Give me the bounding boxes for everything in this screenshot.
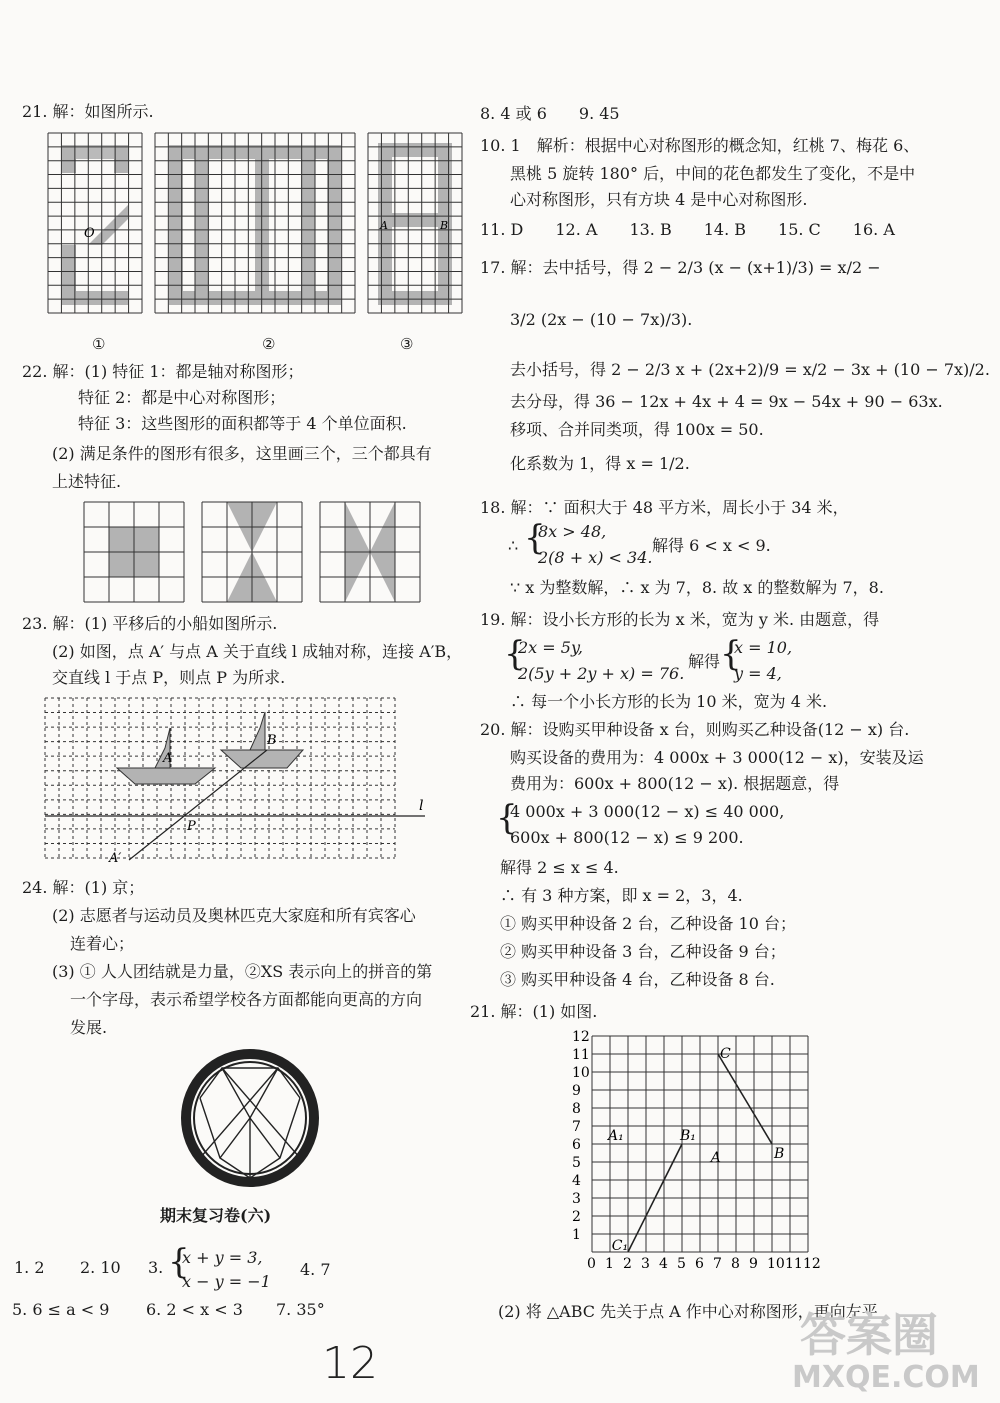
x-tick-label: 7 (713, 1256, 722, 1272)
q22-line4: (2) 满足条件的图形有很多，这里画三个，三个都具有 (52, 444, 432, 463)
r18-ineq2: 2(8 + x) < 34. (538, 548, 653, 567)
fig21-label-3: ③ (400, 335, 414, 353)
fig21-label-1: ① (92, 335, 106, 353)
exam-title: 期末复习卷(六) (160, 1206, 272, 1225)
watermark-url: MXQE.COM (792, 1360, 980, 1395)
r17-line2: 3/2 (2x − (10 − 7x)/3). (510, 310, 693, 329)
r10-line1: 10. 1 解析：根据中心对称图形的概念知，红桃 7、梅花 6、 (480, 136, 920, 155)
answer-1: 1. 2 (14, 1258, 45, 1277)
fig23-p-label: P (187, 819, 196, 834)
fig-b-label: B (774, 1146, 785, 1162)
r10-line2: 黑桃 5 旋转 180° 后，中间的花色都发生了变化，不是中 (510, 164, 916, 183)
fig23-l-label: l (419, 798, 424, 814)
r20-ineq1: 4 000x + 3 000(12 − x) ≤ 40 000, (510, 802, 785, 821)
y-tick-label: 12 (572, 1029, 590, 1045)
q22-line3: 特征 3：这些图形的面积都等于 4 个单位面积. (78, 414, 407, 433)
answer-6: 6. 2 < x < 3 (146, 1300, 243, 1319)
y-tick-label: 10 (572, 1065, 590, 1081)
r18-line1: 18. 解：∵ 面积大于 48 平方米，周长小于 34 米， (480, 498, 849, 517)
q22-line1: 22. 解：(1) 特征 1：都是轴对称图形； (22, 362, 304, 381)
r19-brace2: { (720, 634, 742, 674)
x-tick-label: 5 (677, 1256, 686, 1272)
y-tick-label: 7 (572, 1119, 581, 1135)
r20-line8: ② 购买甲种设备 3 台，乙种设备 9 台； (500, 942, 786, 961)
x-tick-label: 1 (605, 1256, 614, 1272)
r21-line2: (2) 将 △ABC 先关于点 A 作中心对称图形，再向左平 (498, 1302, 878, 1321)
r17-line4: 去分母，得 36 − 12x + 4x + 4 = 9x − 54x + 90 − 63x. (510, 392, 943, 411)
r10-line3: 心对称图形，只有方块 4 是中心对称图形. (510, 190, 808, 209)
r18-brace: { (524, 518, 546, 558)
y-tick-label: 9 (572, 1083, 581, 1099)
r20-line9: ③ 购买甲种设备 4 台，乙种设备 8 台. (500, 970, 775, 989)
fig21-label-2: ② (262, 335, 276, 353)
r19-eq1: 2x = 5y, (518, 638, 583, 657)
page-number: 12 (322, 1338, 378, 1389)
q21-text: 21. 解：如图所示. (22, 102, 154, 121)
fig-c-label: C (720, 1046, 731, 1062)
r17-line1: 17. 解：去中括号，得 2 − 2/3 (x − (x+1)/3) = x/2 − (480, 258, 881, 277)
y-tick-label: 11 (572, 1047, 590, 1063)
answer-3-eq1: x + y = 3, (182, 1248, 263, 1267)
r19-sol2: y = 4, (734, 664, 782, 683)
answer-4: 4. 7 (300, 1260, 331, 1279)
x-tick-label: 3 (641, 1256, 650, 1272)
x-tick-label: 6 (695, 1256, 704, 1272)
fig23-a-label: A (163, 751, 173, 766)
figure-22-2 (202, 502, 302, 602)
r19-eq2: 2(5y + 2y + x) = 76. (518, 664, 685, 683)
q24-line1: 24. 解：(1) 京； (22, 878, 145, 897)
x-tick-label: 12 (803, 1256, 821, 1272)
y-tick-label: 1 (572, 1227, 581, 1243)
figure-21-3 (368, 133, 462, 313)
y-tick-label: 6 (572, 1137, 581, 1153)
r18-line3: ∵ x 为整数解，∴ x 为 7，8. 故 x 的整数解为 7，8. (510, 578, 884, 597)
y-tick-label: 5 (572, 1155, 581, 1171)
r19-brace1: { (504, 634, 526, 674)
figure-22-1 (84, 502, 184, 602)
answer-5: 5. 6 ≤ a < 9 (12, 1300, 110, 1319)
r20-line7: ① 购买甲种设备 2 台，乙种设备 10 台； (500, 914, 796, 933)
answer-3-brace: { (168, 1242, 190, 1282)
r19-line1: 19. 解：设小长方形的长为 x 米，宽为 y 米. 由题意，得 (480, 610, 880, 629)
q24-line2: (2) 志愿者与运动员及奥林匹克大家庭和所有宾客心 (52, 906, 416, 925)
y-tick-label: 8 (572, 1101, 581, 1117)
r18-solution: 解得 6 < x < 9. (652, 536, 771, 555)
figure-21-2 (155, 133, 355, 313)
r17-line3: 去小括号，得 2 − 2/3 x + (2x+2)/9 = x/2 − 3x + (10 − 7x)/2. (510, 360, 990, 379)
point-o-label: O (84, 226, 95, 241)
answer-2: 2. 10 (80, 1258, 121, 1277)
figure-22-3 (320, 502, 420, 602)
watermark-chinese: 答案圈 (800, 1308, 938, 1362)
point-b-label: B (440, 219, 449, 232)
r20-ineq2: 600x + 800(12 − x) ≤ 9 200. (510, 828, 744, 847)
x-tick-label: 10 (767, 1256, 785, 1272)
y-tick-label: 2 (572, 1209, 581, 1225)
r20-line2: 购买设备的费用为：4 000x + 3 000(12 − x)，安装及运 (510, 748, 924, 767)
q23-line3: 交直线 l 于点 P，则点 P 为所求. (52, 668, 286, 687)
fig-a1-label: A₁ (608, 1128, 624, 1144)
q24-line5: 一个字母，表示希望学校各方面都能向更高的方向 (70, 990, 423, 1009)
q22-line2: 特征 2：都是中心对称图形； (78, 388, 286, 407)
point-a-label: A (380, 219, 388, 232)
fig-c1-label: C₁ (611, 1238, 629, 1254)
r17-line5: 移项、合并同类项，得 100x = 50. (510, 420, 764, 439)
r20-line6: ∴ 有 3 种方案，即 x = 2，3，4. (500, 886, 743, 905)
q24-line4: (3) ① 人人团结就是力量，②XS 表示向上的拼音的第 (52, 962, 433, 981)
q23-line2: (2) 如图，点 A′ 与点 A 关于直线 l 成轴对称，连接 A′B， (52, 642, 463, 661)
x-tick-label: 9 (749, 1256, 758, 1272)
x-tick-label: 8 (731, 1256, 740, 1272)
answer-7: 7. 35° (276, 1300, 325, 1319)
r20-line5: 解得 2 ≤ x ≤ 4. (500, 858, 619, 877)
r21-line1: 21. 解：(1) 如图. (470, 1002, 598, 1021)
figure-21-1 (48, 133, 142, 313)
y-tick-label: 4 (572, 1173, 581, 1189)
r20-line1: 20. 解：设购买甲种设备 x 台，则购买乙种设备(12 − x) 台. (480, 720, 910, 739)
q23-line1: 23. 解：(1) 平移后的小船如图所示. (22, 614, 278, 633)
answer-3-eq2: x − y = −1 (182, 1272, 271, 1291)
answer-3-label: 3. (148, 1258, 164, 1277)
fig-b1-label: B₁ (680, 1128, 696, 1144)
coordinate-grid-figure (570, 1026, 840, 1296)
r18-ineq1: 8x > 48, (538, 522, 607, 541)
fig23-aprime-label: A′ (109, 851, 122, 866)
r19-sol1: x = 10, (734, 638, 793, 657)
figure-23 (45, 698, 435, 868)
q22-line5: 上述特征. (52, 472, 122, 491)
x-tick-label: 4 (659, 1256, 668, 1272)
r11-16: 11. D 12. A 13. B 14. B 15. C 16. A (480, 220, 895, 239)
x-tick-label: 2 (623, 1256, 632, 1272)
x-tick-label: 0 (587, 1256, 596, 1272)
emblem-figure (180, 1048, 320, 1188)
r19-solve-label: 解得 (688, 652, 721, 671)
r20-line3: 费用为：600x + 800(12 − x). 根据题意，得 (510, 774, 840, 793)
r19-line3: ∴ 每一个小长方形的长为 10 米，宽为 4 米. (510, 692, 828, 711)
r-line-8-9: 8. 4 或 6 9. 45 (480, 104, 620, 123)
r20-brace: { (496, 798, 518, 838)
fig23-b-label: B (267, 733, 277, 748)
fig-a-label: A (710, 1150, 721, 1166)
y-tick-label: 3 (572, 1191, 581, 1207)
q24-line6: 发展. (70, 1018, 108, 1037)
r18-therefore: ∴ (508, 536, 519, 555)
r17-line6: 化系数为 1，得 x = 1/2. (510, 454, 690, 473)
x-tick-label: 11 (785, 1256, 803, 1272)
q24-line3: 连着心； (70, 934, 135, 953)
